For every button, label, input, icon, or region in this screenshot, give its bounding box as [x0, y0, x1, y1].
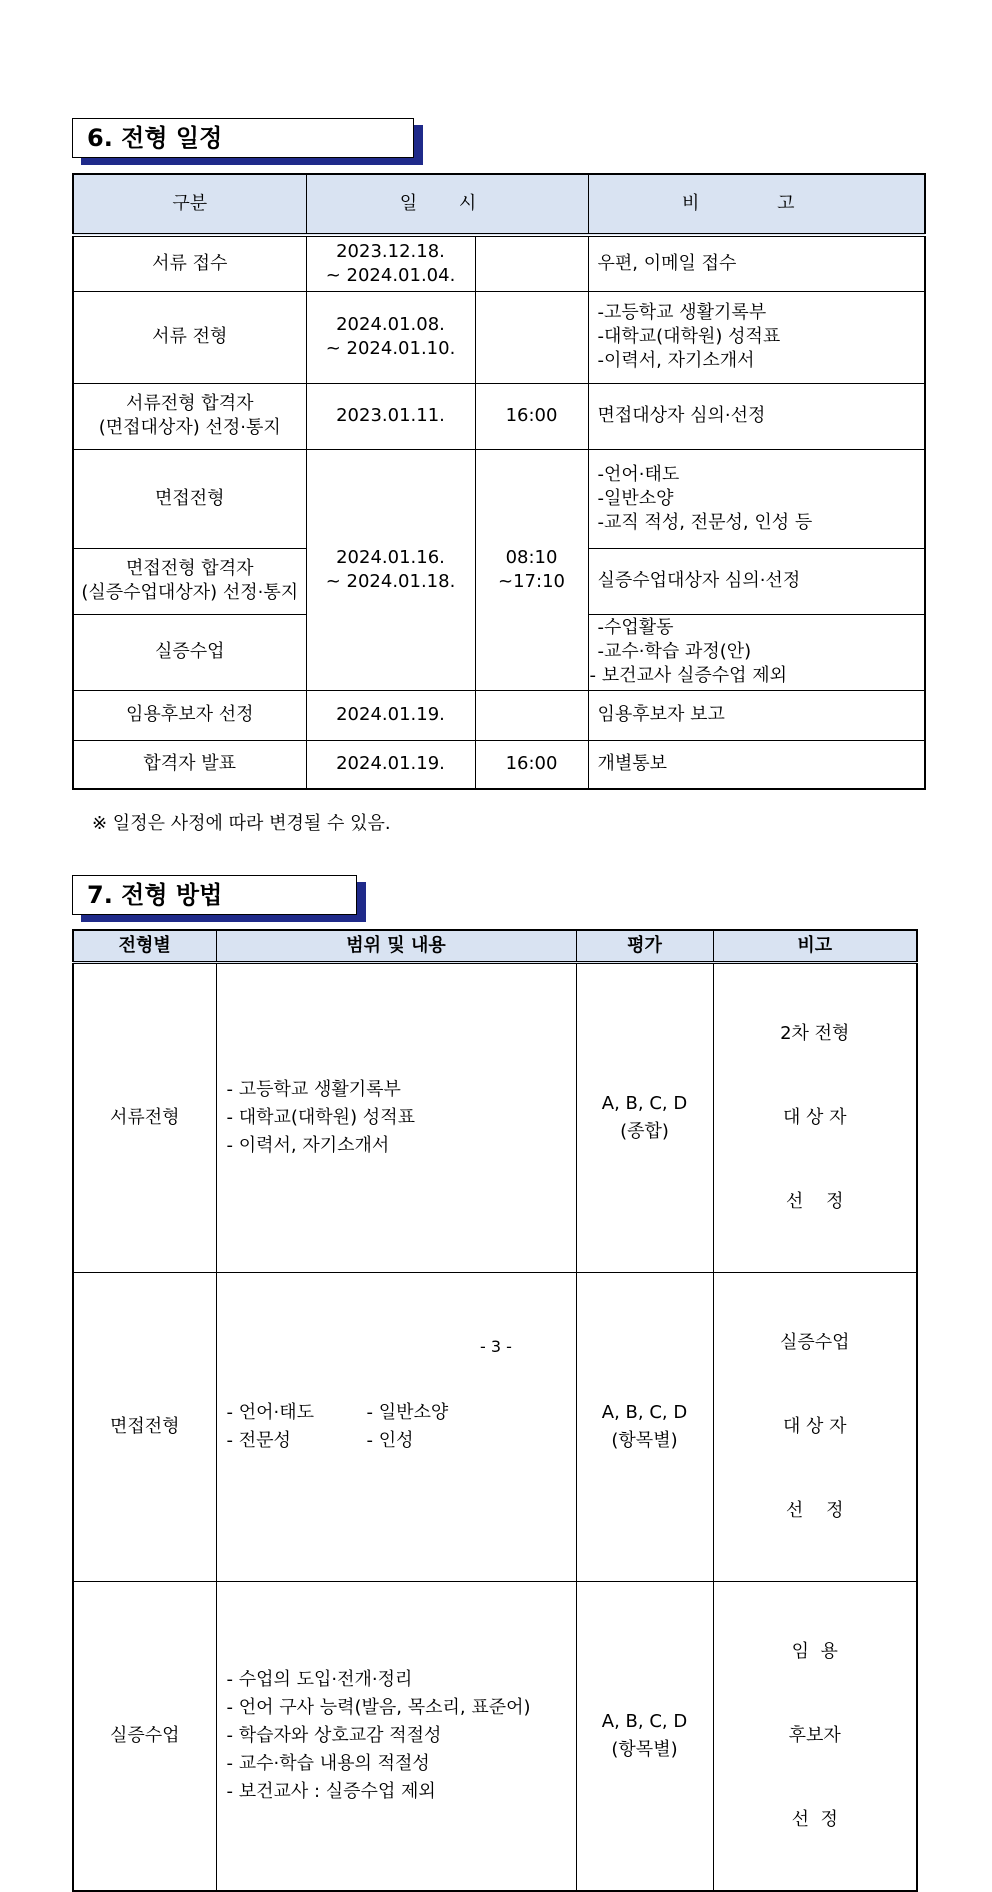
row-note: 임용후보자 보고 [588, 690, 925, 740]
eval-mode: (종합) [620, 1121, 669, 1142]
scope-item: - 언어·태도 [226, 1402, 314, 1423]
row-time [475, 235, 588, 291]
label-line: 면접전형 합격자 [126, 558, 254, 579]
label-line: 서류전형 합격자 [126, 393, 254, 414]
scope-item: - 언어 구사 능력(발음, 목소리, 표준어) [226, 1697, 531, 1718]
row-label [73, 548, 306, 614]
row-date [306, 291, 475, 383]
date-start: 2023.12.18. [336, 240, 445, 262]
remark-line: 선 정 [785, 1191, 844, 1212]
schedule-footnote: ※ 일정은 사정에 따라 변경될 수 있음. [92, 813, 391, 834]
eval-mode: (항목별) [611, 1430, 678, 1451]
row-label: 서류 접수 [73, 235, 306, 291]
method-remark [713, 963, 917, 1273]
header-type: 전형별 [73, 930, 216, 963]
scope-item: - 전문성 [226, 1430, 291, 1451]
table-row [73, 291, 925, 383]
eval-grades: A, B, C, D [601, 1711, 688, 1732]
note-item: -고등학교 생활기록부 [597, 302, 767, 323]
method-label: 실증수업 [73, 1582, 216, 1892]
scope-item: - 인성 [366, 1430, 414, 1451]
row-date [306, 235, 475, 291]
note-item: -대학교(대학원) 성적표 [597, 326, 781, 347]
row-time [475, 690, 588, 740]
scope-pair [227, 1427, 576, 1455]
remark-line: 후보자 [788, 1725, 841, 1746]
row-date: 2023.01.11. [306, 383, 475, 449]
method-header-row [73, 930, 917, 963]
section7-title: 7. 전형 방법 [72, 875, 357, 915]
scope-item: - 일반소양 [366, 1402, 449, 1423]
note-item: - 보건교사 실증수업 제외 [589, 665, 788, 686]
row-note [588, 614, 925, 690]
row-label: 합격자 발표 [73, 740, 306, 789]
date-end: ~ 2024.01.18. [325, 570, 456, 592]
remark-line: 선 정 [791, 1809, 838, 1830]
eval-mode: (항목별) [611, 1739, 678, 1760]
time-start: 08:10 [505, 546, 558, 568]
method-table [72, 929, 918, 1892]
method-scope [216, 1273, 576, 1582]
row-date: 2024.01.19. [306, 740, 475, 789]
row-label: 면접전형 [73, 449, 306, 548]
header-scope: 범위 및 내용 [216, 930, 576, 963]
table-row [73, 690, 925, 740]
row-time: 16:00 [475, 740, 588, 789]
scope-pair [227, 1399, 576, 1427]
table-row [73, 235, 925, 291]
table-row [73, 1582, 917, 1892]
row-note: 우편, 이메일 접수 [588, 235, 925, 291]
header-category: 구분 [73, 174, 306, 235]
header-datetime: 일 시 [306, 174, 588, 235]
header-remark: 비고 [713, 930, 917, 963]
time-end: ~17:10 [498, 570, 565, 592]
merged-time [475, 449, 588, 690]
header-remarks: 비 고 [588, 174, 925, 235]
row-label: 실증수업 [73, 614, 306, 690]
row-time [475, 291, 588, 383]
table-row [73, 740, 925, 789]
table-row [73, 449, 925, 548]
eval-grades: A, B, C, D [601, 1402, 688, 1423]
table-row [73, 1273, 917, 1582]
merged-date [306, 449, 475, 690]
row-note: 면접대상자 심의·선정 [588, 383, 925, 449]
row-note: 개별통보 [588, 740, 925, 789]
row-note [588, 449, 925, 548]
method-label: 서류전형 [73, 963, 216, 1273]
row-date: 2024.01.19. [306, 690, 475, 740]
row-label [73, 383, 306, 449]
label-line: (면접대상자) 선정·통지 [98, 417, 281, 438]
section6-title: 6. 전형 일정 [72, 118, 414, 158]
scope-item: - 고등학교 생활기록부 [226, 1079, 401, 1100]
remark-line: 선 정 [785, 1500, 844, 1521]
note-item: -언어·태도 [597, 463, 680, 485]
method-eval [576, 963, 713, 1273]
method-label: 면접전형 [73, 1273, 216, 1582]
method-scope [216, 963, 576, 1273]
label-line: (실증수업대상자) 선정·통지 [81, 582, 299, 603]
method-remark [713, 1273, 917, 1582]
scope-item: - 수업의 도입·전개·정리 [226, 1669, 413, 1690]
date-end: ~ 2024.01.10. [325, 338, 456, 359]
table-row [73, 963, 917, 1273]
schedule-table [72, 173, 926, 790]
note-item: -일반소양 [597, 487, 674, 509]
scope-item: - 보건교사 : 실증수업 제외 [226, 1781, 436, 1802]
remark-line: 실증수업 [779, 1332, 850, 1353]
note-item: -이력서, 자기소개서 [597, 350, 755, 371]
scope-item: - 교수·학습 내용의 적절성 [226, 1753, 430, 1774]
page-number: - 3 - [480, 1337, 512, 1356]
row-label: 임용후보자 선정 [73, 690, 306, 740]
schedule-header-row [73, 174, 925, 235]
remark-line: 2차 전형 [780, 1023, 850, 1044]
eval-grades: A, B, C, D [601, 1093, 688, 1114]
note-item: -교수·학습 과정(안) [597, 641, 752, 662]
row-time: 16:00 [475, 383, 588, 449]
row-note [588, 291, 925, 383]
header-eval: 평가 [576, 930, 713, 963]
scope-item: - 이력서, 자기소개서 [226, 1135, 390, 1156]
method-scope [216, 1582, 576, 1892]
row-note: 실증수업대상자 심의·선정 [588, 548, 925, 614]
remark-line: 대 상 자 [782, 1107, 847, 1128]
date-start: 2024.01.16. [336, 546, 445, 568]
method-eval [576, 1273, 713, 1582]
method-remark [713, 1582, 917, 1892]
date-start: 2024.01.08. [336, 314, 445, 335]
date-end: ~ 2024.01.04. [325, 264, 456, 286]
scope-item: - 학습자와 상호교감 적절성 [226, 1725, 442, 1746]
scope-item: - 대학교(대학원) 성적표 [226, 1107, 415, 1128]
remark-line: 임 용 [791, 1641, 838, 1662]
note-item: -수업활동 [597, 617, 674, 638]
row-label: 서류 전형 [73, 291, 306, 383]
method-eval [576, 1582, 713, 1892]
remark-line: 대 상 자 [782, 1416, 847, 1437]
note-item: -교직 적성, 전문성, 인성 등 [597, 511, 813, 533]
table-row [73, 383, 925, 449]
